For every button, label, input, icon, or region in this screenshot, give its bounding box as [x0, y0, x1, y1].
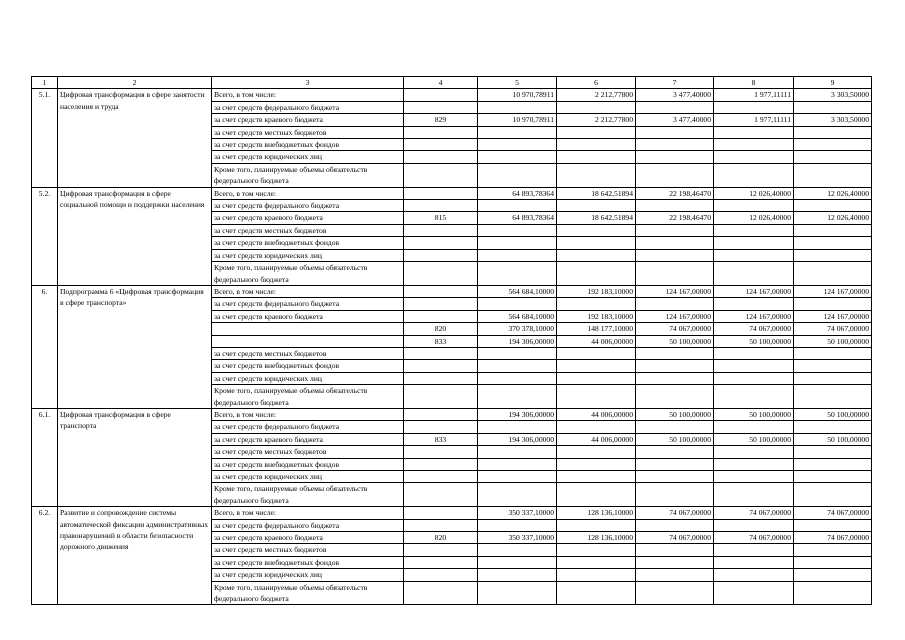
budget-code — [404, 581, 478, 605]
amount-cell — [557, 139, 636, 151]
funding-source: за счет средств краевого бюджета — [212, 532, 404, 544]
amount-cell: 194 306,00000 — [478, 433, 557, 445]
amount-cell: 74 067,00000 — [636, 532, 714, 544]
funding-source: за счет средств внебюджетных фондов — [212, 360, 404, 372]
amount-cell — [714, 569, 794, 581]
amount-cell — [636, 519, 714, 531]
budget-code — [404, 544, 478, 556]
amount-cell: 124 167,00000 — [636, 285, 714, 297]
budget-code — [404, 285, 478, 297]
amount-cell: 564 684,10000 — [478, 310, 557, 322]
amount-cell — [636, 249, 714, 261]
table-row — [32, 89, 872, 101]
amount-cell — [636, 139, 714, 151]
amount-cell — [794, 519, 872, 531]
column-number: 4 — [404, 77, 478, 89]
amount-cell — [478, 200, 557, 212]
amount-cell — [557, 556, 636, 568]
amount-cell — [557, 446, 636, 458]
amount-cell — [557, 421, 636, 433]
amount-cell — [794, 556, 872, 568]
amount-cell — [478, 151, 557, 163]
funding-source: за счет средств федерального бюджета — [212, 421, 404, 433]
budget-table-page — [31, 76, 872, 605]
budget-code — [404, 151, 478, 163]
budget-code — [404, 126, 478, 138]
section-name: Цифровая трансформация в сфере занятости населения и труда — [58, 89, 212, 187]
amount-cell — [794, 249, 872, 261]
amount-cell — [478, 385, 557, 409]
amount-cell — [636, 151, 714, 163]
amount-cell — [636, 569, 714, 581]
budget-code — [404, 139, 478, 151]
amount-cell: 22 198,46470 — [636, 187, 714, 199]
budget-code: 833 — [404, 335, 478, 347]
amount-cell — [714, 446, 794, 458]
column-number: 9 — [794, 77, 872, 89]
section-name: Развитие и сопровождение системы автоматической фиксации административных правонарушений в области безопасности дорожного движения — [58, 507, 212, 605]
budget-code — [404, 163, 478, 187]
amount-cell — [636, 101, 714, 113]
amount-cell: 74 067,00000 — [794, 507, 872, 519]
budget-code — [404, 237, 478, 249]
amount-cell: 350 337,10000 — [478, 532, 557, 544]
amount-cell: 3 477,40000 — [636, 114, 714, 126]
funding-source: за счет средств федерального бюджета — [212, 200, 404, 212]
amount-cell: 50 100,00000 — [636, 408, 714, 420]
amount-cell: 2 212,77800 — [557, 89, 636, 101]
funding-source: за счет средств юридических лиц — [212, 471, 404, 483]
amount-cell — [714, 224, 794, 236]
amount-cell — [714, 101, 794, 113]
table-row — [32, 507, 872, 519]
amount-cell: 1 977,11111 — [714, 114, 794, 126]
funding-source: Всего, в том числе: — [212, 507, 404, 519]
funding-source — [212, 335, 404, 347]
funding-source: за счет средств внебюджетных фондов — [212, 139, 404, 151]
section-number: 6. — [32, 285, 58, 408]
amount-cell — [794, 471, 872, 483]
amount-cell: 18 642,51894 — [557, 187, 636, 199]
amount-cell: 74 067,00000 — [636, 507, 714, 519]
amount-cell — [794, 385, 872, 409]
amount-cell: 64 893,78364 — [478, 187, 557, 199]
header-row — [32, 77, 872, 89]
amount-cell — [478, 163, 557, 187]
amount-cell — [478, 139, 557, 151]
budget-code: 820 — [404, 532, 478, 544]
amount-cell: 148 177,10000 — [557, 323, 636, 335]
budget-code — [404, 298, 478, 310]
amount-cell — [557, 151, 636, 163]
amount-cell — [794, 544, 872, 556]
amount-cell — [557, 249, 636, 261]
amount-cell: 64 893,78364 — [478, 212, 557, 224]
amount-cell — [794, 101, 872, 113]
amount-cell: 12 026,40000 — [794, 212, 872, 224]
funding-source: Всего, в том числе: — [212, 187, 404, 199]
amount-cell — [794, 163, 872, 187]
amount-cell: 3 303,50000 — [794, 114, 872, 126]
amount-cell — [794, 298, 872, 310]
amount-cell — [557, 200, 636, 212]
amount-cell: 350 337,10000 — [478, 507, 557, 519]
amount-cell — [478, 126, 557, 138]
amount-cell — [478, 446, 557, 458]
amount-cell — [714, 471, 794, 483]
amount-cell — [557, 224, 636, 236]
amount-cell: 74 067,00000 — [794, 532, 872, 544]
table-row — [32, 285, 872, 297]
amount-cell — [636, 556, 714, 568]
budget-code — [404, 224, 478, 236]
amount-cell — [478, 458, 557, 470]
funding-source: Кроме того, планируемые объемы обязательств федерального бюджета — [212, 163, 404, 187]
amount-cell: 12 026,40000 — [794, 187, 872, 199]
budget-code — [404, 385, 478, 409]
amount-cell — [714, 347, 794, 359]
amount-cell: 74 067,00000 — [636, 323, 714, 335]
budget-code — [404, 101, 478, 113]
amount-cell — [636, 421, 714, 433]
amount-cell — [794, 200, 872, 212]
amount-cell — [636, 372, 714, 384]
amount-cell — [636, 298, 714, 310]
table-row — [32, 187, 872, 199]
amount-cell — [794, 421, 872, 433]
funding-source: за счет средств внебюджетных фондов — [212, 458, 404, 470]
amount-cell — [714, 385, 794, 409]
amount-cell — [714, 151, 794, 163]
amount-cell — [636, 224, 714, 236]
funding-source: за счет средств местных бюджетов — [212, 347, 404, 359]
amount-cell — [636, 471, 714, 483]
amount-cell: 192 183,10000 — [557, 310, 636, 322]
amount-cell — [636, 126, 714, 138]
amount-cell — [714, 139, 794, 151]
funding-source: Кроме того, планируемые объемы обязательств федерального бюджета — [212, 581, 404, 605]
budget-code — [404, 483, 478, 507]
section-number: 6.2. — [32, 507, 58, 605]
budget-code — [404, 446, 478, 458]
amount-cell: 2 212,77800 — [557, 114, 636, 126]
funding-source: за счет средств местных бюджетов — [212, 544, 404, 556]
funding-source: за счет средств местных бюджетов — [212, 224, 404, 236]
amount-cell: 22 198,46470 — [636, 212, 714, 224]
amount-cell — [557, 347, 636, 359]
amount-cell: 194 306,00000 — [478, 335, 557, 347]
amount-cell — [557, 237, 636, 249]
funding-source: Кроме того, планируемые объемы обязательств федерального бюджета — [212, 262, 404, 286]
amount-cell — [557, 385, 636, 409]
budget-code: 829 — [404, 114, 478, 126]
funding-source — [212, 323, 404, 335]
amount-cell — [557, 581, 636, 605]
amount-cell — [557, 569, 636, 581]
budget-code — [404, 408, 478, 420]
amount-cell: 50 100,00000 — [714, 408, 794, 420]
section-number: 6.1. — [32, 408, 58, 506]
amount-cell — [794, 347, 872, 359]
budget-code — [404, 187, 478, 199]
amount-cell: 10 970,78911 — [478, 114, 557, 126]
amount-cell — [636, 163, 714, 187]
budget-code — [404, 507, 478, 519]
amount-cell — [794, 458, 872, 470]
amount-cell: 50 100,00000 — [714, 335, 794, 347]
amount-cell — [794, 224, 872, 236]
amount-cell: 12 026,40000 — [714, 212, 794, 224]
amount-cell — [636, 237, 714, 249]
amount-cell — [557, 483, 636, 507]
amount-cell — [714, 237, 794, 249]
amount-cell — [794, 139, 872, 151]
funding-source: Всего, в том числе: — [212, 89, 404, 101]
amount-cell — [478, 421, 557, 433]
amount-cell — [714, 249, 794, 261]
amount-cell — [557, 471, 636, 483]
budget-code — [404, 569, 478, 581]
amount-cell — [557, 372, 636, 384]
amount-cell — [557, 262, 636, 286]
funding-source: за счет средств федерального бюджета — [212, 519, 404, 531]
amount-cell: 74 067,00000 — [714, 323, 794, 335]
amount-cell — [636, 347, 714, 359]
amount-cell: 44 006,00000 — [557, 408, 636, 420]
amount-cell — [478, 347, 557, 359]
amount-cell — [478, 471, 557, 483]
amount-cell — [478, 224, 557, 236]
amount-cell — [794, 372, 872, 384]
amount-cell — [714, 519, 794, 531]
amount-cell — [557, 126, 636, 138]
amount-cell — [636, 385, 714, 409]
amount-cell — [557, 519, 636, 531]
section-name: Цифровая трансформация в сфере транспорта — [58, 408, 212, 506]
amount-cell: 44 006,00000 — [557, 335, 636, 347]
column-number: 8 — [714, 77, 794, 89]
amount-cell — [794, 262, 872, 286]
amount-cell — [636, 200, 714, 212]
amount-cell — [636, 581, 714, 605]
amount-cell: 50 100,00000 — [794, 335, 872, 347]
amount-cell: 564 684,10000 — [478, 285, 557, 297]
amount-cell — [478, 581, 557, 605]
budget-code — [404, 89, 478, 101]
amount-cell: 124 167,00000 — [636, 310, 714, 322]
amount-cell: 124 167,00000 — [794, 285, 872, 297]
amount-cell — [714, 163, 794, 187]
amount-cell: 74 067,00000 — [714, 507, 794, 519]
funding-source: за счет средств юридических лиц — [212, 569, 404, 581]
amount-cell — [557, 360, 636, 372]
amount-cell — [794, 360, 872, 372]
funding-source: за счет средств краевого бюджета — [212, 212, 404, 224]
amount-cell: 128 136,10000 — [557, 507, 636, 519]
funding-source: за счет средств юридических лиц — [212, 372, 404, 384]
column-number: 1 — [32, 77, 58, 89]
funding-source: за счет средств местных бюджетов — [212, 126, 404, 138]
amount-cell: 3 477,40000 — [636, 89, 714, 101]
amount-cell — [478, 569, 557, 581]
budget-code: 815 — [404, 212, 478, 224]
budget-code — [404, 372, 478, 384]
amount-cell — [557, 101, 636, 113]
budget-code — [404, 200, 478, 212]
section-number: 5.2. — [32, 187, 58, 285]
funding-source: за счет средств юридических лиц — [212, 249, 404, 261]
budget-code — [404, 360, 478, 372]
section-name: Подпрограмма 6 «Цифровая трансформация в сфере транспорта» — [58, 285, 212, 408]
amount-cell — [636, 446, 714, 458]
amount-cell — [478, 544, 557, 556]
amount-cell: 124 167,00000 — [794, 310, 872, 322]
budget-code — [404, 556, 478, 568]
funding-source: за счет средств внебюджетных фондов — [212, 237, 404, 249]
amount-cell — [636, 458, 714, 470]
budget-code — [404, 262, 478, 286]
budget-code: 833 — [404, 433, 478, 445]
amount-cell — [714, 262, 794, 286]
budget-code — [404, 458, 478, 470]
amount-cell: 10 970,78911 — [478, 89, 557, 101]
amount-cell: 50 100,00000 — [714, 433, 794, 445]
amount-cell — [714, 200, 794, 212]
amount-cell — [714, 556, 794, 568]
amount-cell: 50 100,00000 — [636, 335, 714, 347]
amount-cell: 194 306,00000 — [478, 408, 557, 420]
budget-code — [404, 249, 478, 261]
column-number: 2 — [58, 77, 212, 89]
amount-cell: 50 100,00000 — [794, 433, 872, 445]
amount-cell — [636, 262, 714, 286]
budget-code — [404, 421, 478, 433]
amount-cell: 124 167,00000 — [714, 310, 794, 322]
amount-cell — [478, 519, 557, 531]
amount-cell — [557, 544, 636, 556]
budget-code: 820 — [404, 323, 478, 335]
amount-cell: 74 067,00000 — [794, 323, 872, 335]
funding-source: за счет средств внебюджетных фондов — [212, 556, 404, 568]
funding-source: Кроме того, планируемые объемы обязательств федерального бюджета — [212, 483, 404, 507]
budget-code — [404, 347, 478, 359]
funding-source: за счет средств краевого бюджета — [212, 310, 404, 322]
budget-code — [404, 519, 478, 531]
amount-cell: 3 303,50000 — [794, 89, 872, 101]
amount-cell — [714, 298, 794, 310]
amount-cell: 128 136,10000 — [557, 532, 636, 544]
amount-cell — [794, 483, 872, 507]
amount-cell: 74 067,00000 — [714, 532, 794, 544]
amount-cell — [478, 372, 557, 384]
column-number: 3 — [212, 77, 404, 89]
funding-source: за счет средств юридических лиц — [212, 151, 404, 163]
amount-cell: 12 026,40000 — [714, 187, 794, 199]
amount-cell: 18 642,51894 — [557, 212, 636, 224]
budget-code — [404, 310, 478, 322]
amount-cell — [794, 126, 872, 138]
amount-cell — [714, 458, 794, 470]
amount-cell: 192 183,10000 — [557, 285, 636, 297]
amount-cell: 370 378,10000 — [478, 323, 557, 335]
column-number: 6 — [557, 77, 636, 89]
amount-cell — [478, 298, 557, 310]
amount-cell: 50 100,00000 — [636, 433, 714, 445]
amount-cell — [714, 360, 794, 372]
column-number: 7 — [636, 77, 714, 89]
amount-cell — [478, 237, 557, 249]
amount-cell — [794, 237, 872, 249]
amount-cell — [714, 421, 794, 433]
funding-source: за счет средств краевого бюджета — [212, 114, 404, 126]
amount-cell: 124 167,00000 — [714, 285, 794, 297]
amount-cell — [794, 569, 872, 581]
funding-source: Кроме того, планируемые объемы обязательств федерального бюджета — [212, 385, 404, 409]
amount-cell — [794, 446, 872, 458]
section-name: Цифровая трансформация в сфере социальной помощи и поддержки населения — [58, 187, 212, 285]
amount-cell — [714, 544, 794, 556]
amount-cell — [478, 360, 557, 372]
amount-cell — [478, 101, 557, 113]
amount-cell — [478, 249, 557, 261]
amount-cell — [636, 544, 714, 556]
amount-cell — [557, 298, 636, 310]
amount-cell — [478, 262, 557, 286]
funding-source: Всего, в том числе: — [212, 408, 404, 420]
funding-source: за счет средств краевого бюджета — [212, 433, 404, 445]
amount-cell — [557, 458, 636, 470]
amount-cell — [794, 151, 872, 163]
table-row — [32, 408, 872, 420]
amount-cell — [636, 483, 714, 507]
funding-source: за счет средств федерального бюджета — [212, 298, 404, 310]
amount-cell: 1 977,11111 — [714, 89, 794, 101]
amount-cell — [794, 581, 872, 605]
amount-cell — [714, 372, 794, 384]
amount-cell: 44 006,00000 — [557, 433, 636, 445]
amount-cell — [478, 483, 557, 507]
amount-cell — [478, 556, 557, 568]
amount-cell — [636, 360, 714, 372]
amount-cell — [714, 126, 794, 138]
budget-code — [404, 471, 478, 483]
funding-source: за счет средств федерального бюджета — [212, 101, 404, 113]
funding-source: за счет средств местных бюджетов — [212, 446, 404, 458]
section-number: 5.1. — [32, 89, 58, 187]
column-number: 5 — [478, 77, 557, 89]
funding-source: Всего, в том числе: — [212, 285, 404, 297]
budget-table — [31, 76, 872, 605]
amount-cell: 50 100,00000 — [794, 408, 872, 420]
amount-cell — [557, 163, 636, 187]
amount-cell — [714, 483, 794, 507]
amount-cell — [714, 581, 794, 605]
